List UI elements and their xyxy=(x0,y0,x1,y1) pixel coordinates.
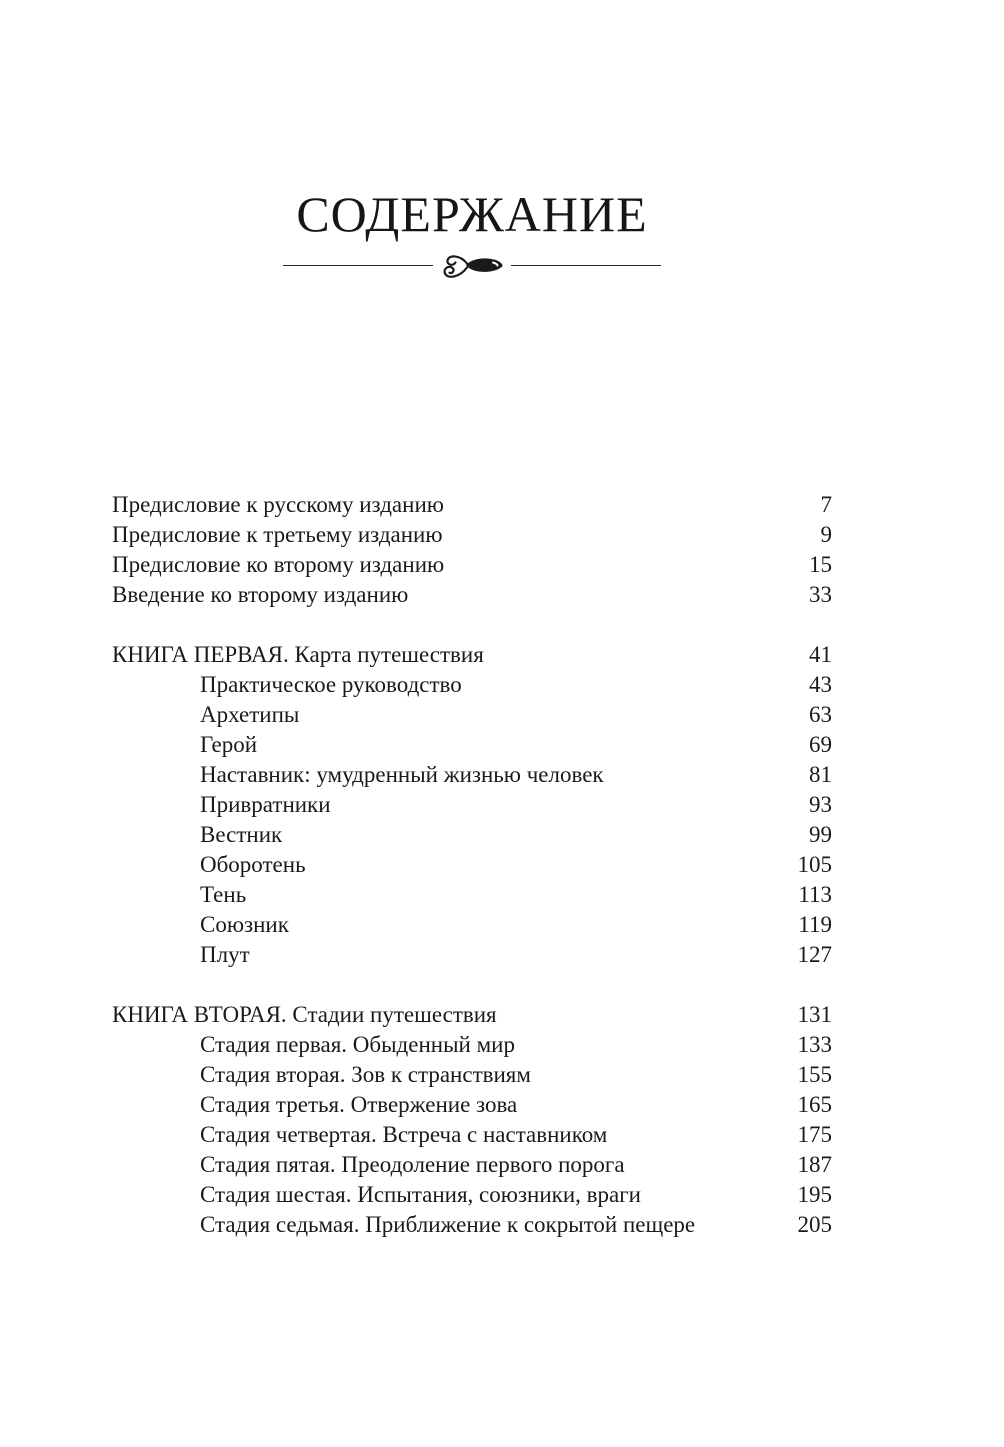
toc-entry xyxy=(112,1030,832,1060)
toc-entry xyxy=(112,1090,832,1120)
toc-entry xyxy=(112,760,832,790)
divider-line-right xyxy=(511,265,661,266)
toc-entry-page: 127 xyxy=(797,942,832,967)
toc-entry-label: Стадия пятая. Преодоление первого порога xyxy=(200,1152,625,1177)
toc-entry xyxy=(112,1000,832,1030)
toc-entry-label: Союзник xyxy=(200,912,289,937)
toc-entry-page: 119 xyxy=(798,912,832,937)
toc-entry xyxy=(112,1060,832,1090)
toc-entry-page: 7 xyxy=(820,492,832,517)
fleuron-ornament-icon xyxy=(439,251,505,279)
toc-entry xyxy=(112,1120,832,1150)
toc-entry xyxy=(112,940,832,970)
toc-entry-label: Предисловие ко второму изданию xyxy=(112,552,445,577)
toc-entry xyxy=(112,910,832,940)
toc-entry-label: Предисловие к третьему изданию xyxy=(112,522,443,547)
toc-entry-page: 93 xyxy=(809,792,832,817)
toc-entry-label: КНИГА ПЕРВАЯ. Карта путешествия xyxy=(112,642,484,667)
toc-entry-page: 133 xyxy=(797,1032,832,1057)
toc-entry-label: Привратники xyxy=(200,792,331,817)
toc-entry-page: 187 xyxy=(797,1152,832,1177)
toc-entry-page: 43 xyxy=(809,672,832,697)
toc-entry-label: Архетипы xyxy=(200,702,300,727)
toc-entry-label: Введение ко второму изданию xyxy=(112,582,409,607)
page-title: СОДЕРЖАНИЕ xyxy=(296,186,648,242)
toc-entry xyxy=(112,820,832,850)
toc-entry xyxy=(112,580,832,610)
toc-entry-label: Практическое руководство xyxy=(200,672,462,697)
toc-entry xyxy=(112,1150,832,1180)
toc-entry-page: 165 xyxy=(797,1092,832,1117)
toc-entry xyxy=(112,1210,832,1240)
toc-entry xyxy=(112,700,832,730)
toc-entry-page: 113 xyxy=(798,882,832,907)
toc-entry-label: Стадия третья. Отвержение зова xyxy=(200,1092,518,1117)
toc-entry-page: 99 xyxy=(809,822,832,847)
toc-entry xyxy=(112,670,832,700)
toc-entry xyxy=(112,850,832,880)
toc-entry-page: 69 xyxy=(809,732,832,757)
toc-entry-page: 81 xyxy=(809,762,832,787)
divider-line-left xyxy=(283,265,433,266)
toc-entry-page: 63 xyxy=(809,702,832,727)
toc-entry xyxy=(112,730,832,760)
page-content xyxy=(112,0,832,1240)
toc-entry-label: Предисловие к русскому изданию xyxy=(112,492,444,517)
toc-entry xyxy=(112,880,832,910)
toc-entry-page: 175 xyxy=(797,1122,832,1147)
toc-entry-label: Герой xyxy=(200,732,258,757)
toc-entry xyxy=(112,1180,832,1210)
toc-entry-page: 205 xyxy=(797,1212,832,1237)
toc-entry-label: Тень xyxy=(200,882,247,907)
toc-entry-label: Стадия первая. Обыденный мир xyxy=(200,1032,515,1057)
toc-section-front-matter xyxy=(112,490,832,610)
toc-section-book-two xyxy=(112,1000,832,1240)
toc-entry-page: 131 xyxy=(797,1002,832,1027)
toc-entry-label: Наставник: умудренный жизнью человек xyxy=(200,762,604,787)
toc-entry xyxy=(112,640,832,670)
toc-entry-page: 195 xyxy=(797,1182,832,1207)
toc-entry-label: КНИГА ВТОРАЯ. Стадии путешествия xyxy=(112,1002,497,1027)
toc-entry-label: Стадия вторая. Зов к странствиям xyxy=(200,1062,531,1087)
toc-section-book-one xyxy=(112,640,832,970)
toc-entry-page: 33 xyxy=(809,582,832,607)
toc-entry-label: Вестник xyxy=(200,822,283,847)
toc-entry-label: Стадия шестая. Испытания, союзники, враги xyxy=(200,1182,641,1207)
toc-entry-page: 105 xyxy=(797,852,832,877)
toc-entry-page: 41 xyxy=(809,642,832,667)
title-divider xyxy=(283,250,661,280)
toc-entry-page: 15 xyxy=(809,552,832,577)
toc-entry-label: Стадия седьмая. Приближение к сокрытой пещере xyxy=(200,1212,696,1237)
toc-entry xyxy=(112,550,832,580)
toc-entry xyxy=(112,520,832,550)
toc-list xyxy=(112,490,832,1240)
toc-entry-label: Оборотень xyxy=(200,852,306,877)
toc-entry-page: 9 xyxy=(820,522,832,547)
toc-entry-label: Плут xyxy=(200,942,250,967)
toc-entry-page: 155 xyxy=(797,1062,832,1087)
toc-entry-label: Стадия четвертая. Встреча с наставником xyxy=(200,1122,608,1147)
toc-entry xyxy=(112,790,832,820)
toc-entry xyxy=(112,490,832,520)
